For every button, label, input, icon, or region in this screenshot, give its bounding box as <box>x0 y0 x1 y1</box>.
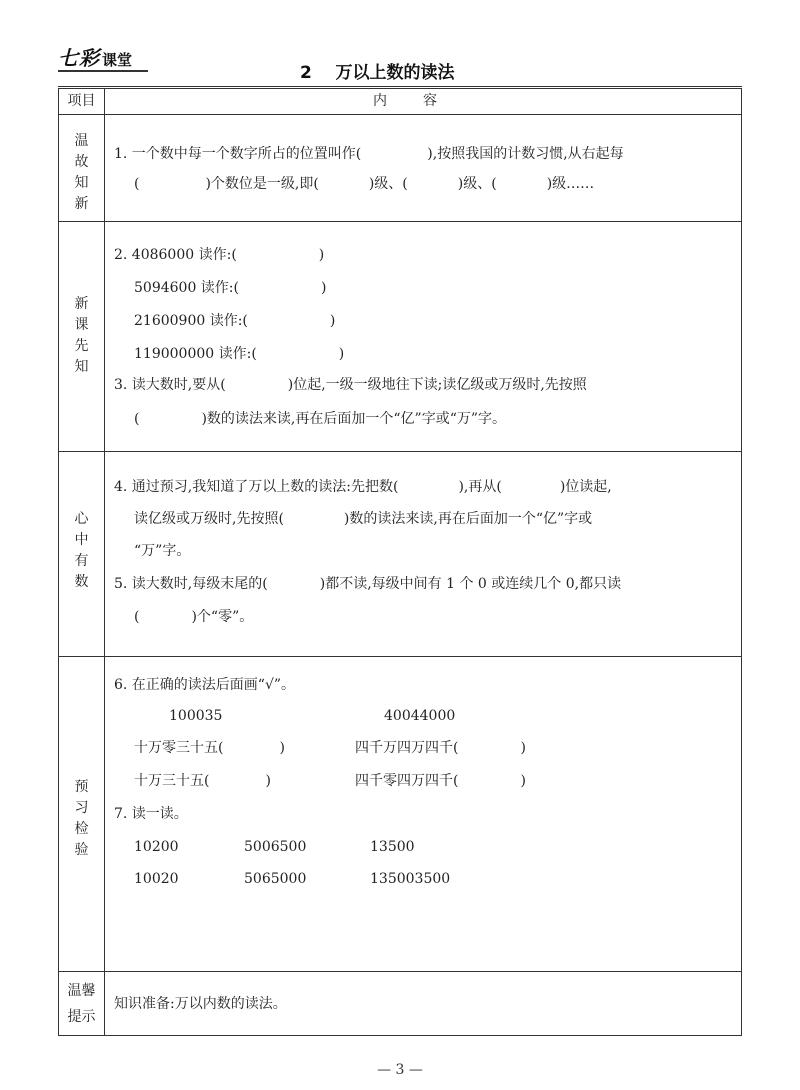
q4-line2: 读亿级或万级时,先按照( )数的读法来读,再在后面加一个“亿”字或 <box>134 511 593 527</box>
q6-title: 6. 在正确的读法后面画“√”。 <box>114 677 296 693</box>
brand-underline <box>58 70 148 72</box>
title-rule <box>58 86 742 87</box>
q1-line2: ( )个数位是一级,即( )级、( )级、( )级…… <box>134 176 595 192</box>
q1-line1: 1. 一个数中每一个数字所占的位置叫作( ),按照我国的计数习惯,从右起每 <box>114 146 624 162</box>
section-label-tip: 温馨 提示 <box>67 983 96 1025</box>
q6-option-2a: 十万三十五( ) <box>134 773 271 789</box>
q5-line1: 5. 读大数时,每级末尾的( )都不读,每级中间有 1 个 0 或连续几个 0,都只读 <box>114 576 622 592</box>
q2-line4: 119000000 读作:( ) <box>134 346 345 362</box>
q6-option-1a: 十万零三十五( ) <box>134 740 285 756</box>
page-number: — 3 — <box>377 1062 423 1078</box>
tip-text: 知识准备:万以内数的读法。 <box>114 996 287 1012</box>
q7-number: 10020 <box>134 871 179 887</box>
section-label-check: 预 习 检 验 <box>74 779 89 858</box>
column-divider <box>104 89 105 1035</box>
section-label-mind: 心 中 有 数 <box>74 511 89 590</box>
q2-line2: 5094600 读作:( ) <box>134 280 327 296</box>
row-divider <box>59 114 741 115</box>
q7-number: 5006500 <box>244 839 307 855</box>
section-label-new: 新 课 先 知 <box>74 296 89 375</box>
q7-number: 13500 <box>370 839 415 855</box>
page-title: 2 万以上数的读法 <box>300 63 455 83</box>
q6-number-2: 40044000 <box>384 708 456 724</box>
q7-number: 5065000 <box>244 871 307 887</box>
q5-line2: ( )个“零”。 <box>134 609 254 625</box>
q7-number: 10200 <box>134 839 179 855</box>
q4-line3: “万”字。 <box>134 543 191 559</box>
q4-line1: 4. 通过预习,我知道了万以上数的读法:先把数( ),再从( )位读起, <box>114 479 612 495</box>
brand-big: 七彩 <box>58 46 100 70</box>
q2-line1: 2. 4086000 读作:( ) <box>114 247 325 263</box>
q6-option-2b: 四千零四万四千( ) <box>355 773 526 789</box>
head-item: 项目 <box>67 93 96 109</box>
row-divider <box>59 221 741 222</box>
section-label-review: 温 故 知 新 <box>74 133 89 212</box>
head-content: 内容 <box>373 93 473 109</box>
q2-line3: 21600900 读作:( ) <box>134 313 336 329</box>
row-divider <box>59 451 741 452</box>
q6-number-1: 100035 <box>169 708 223 724</box>
q6-option-1b: 四千万四万四千( ) <box>355 740 526 756</box>
row-divider <box>59 971 741 972</box>
brand-logo <box>58 42 132 71</box>
q3-line1: 3. 读大数时,要从( )位起,一级一级地往下读;读亿级或万级时,先按照 <box>114 377 587 393</box>
worksheet-table <box>58 88 742 1036</box>
q7-number: 135003500 <box>370 871 451 887</box>
q3-line2: ( )数的读法来读,再在后面加一个“亿”字或“万”字。 <box>134 411 507 427</box>
row-divider <box>59 656 741 657</box>
brand-small: 课堂 <box>102 51 133 69</box>
q7-title: 7. 读一读。 <box>114 806 188 822</box>
